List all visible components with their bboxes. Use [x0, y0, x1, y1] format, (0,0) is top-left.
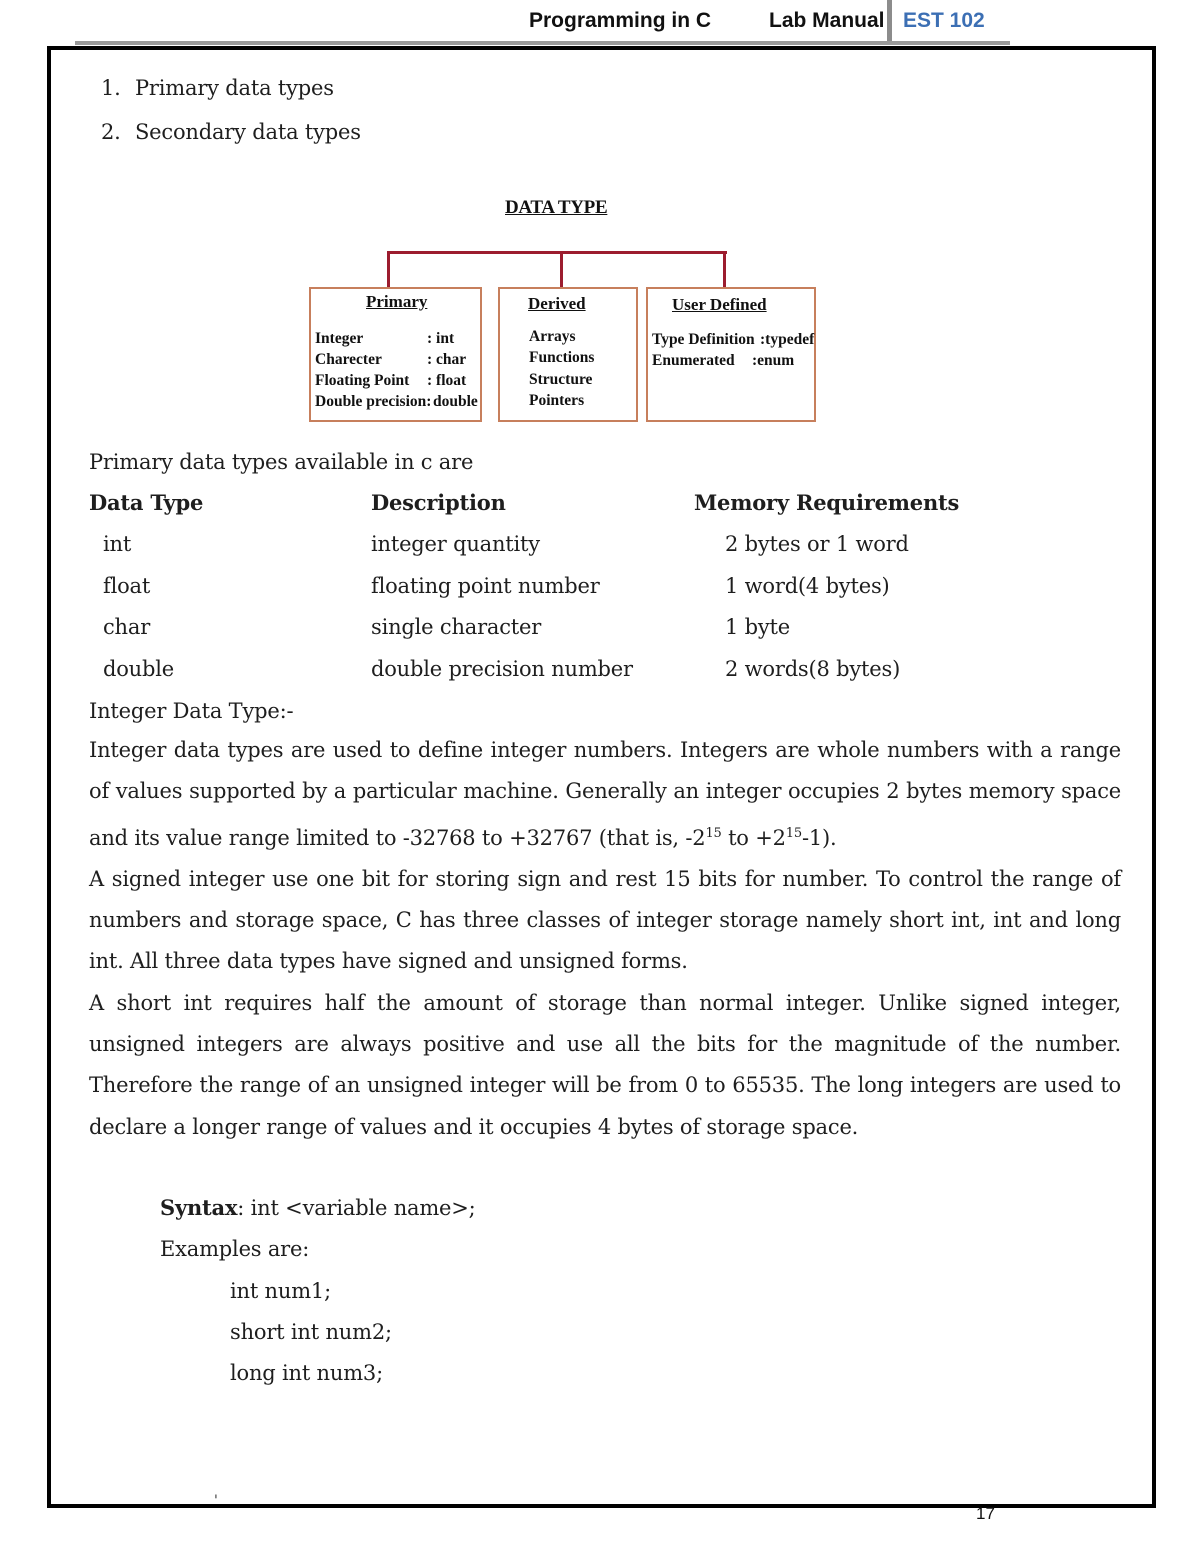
syntax-line: Syntax: int <variable name>;	[160, 1195, 476, 1220]
paragraph: A short int requires half the amount of storage than normal integer. Unlike signed integer, unsigned integers are always positive and use all the bits for the magnitude of the number. Therefore the range of an unsigned integer will be from 0 to 65535. The long integers are used to declare a longer range of values and it occupies 4 bytes of storage space.	[89, 990, 1121, 1139]
table-cell: single character	[371, 615, 542, 639]
user-defined-box-heading: User Defined	[672, 295, 767, 314]
primary-box	[309, 287, 482, 422]
primary-row-kw: : char	[427, 351, 467, 368]
user-defined-row-name: Type Definition	[652, 331, 755, 348]
footer-mark: '	[214, 1493, 218, 1509]
table-cell: 1 byte	[725, 615, 791, 639]
header-rule	[75, 41, 1010, 45]
primary-row-name: Double precision:	[315, 393, 432, 410]
user-defined-row-kw: :enum	[752, 352, 795, 369]
table-header: Description	[371, 490, 506, 515]
user-defined-box	[646, 287, 816, 422]
table-cell: float	[103, 574, 151, 598]
header-doc-type: Lab Manual	[769, 9, 885, 32]
primary-row-kw: : float	[427, 372, 467, 389]
derived-item: Functions	[529, 349, 595, 366]
diagram-title: DATA TYPE	[505, 197, 608, 218]
diagram-branch-primary	[387, 251, 390, 288]
primary-row-name: Integer	[315, 330, 364, 347]
table-cell: 1 word(4 bytes)	[725, 574, 890, 598]
user-defined-row-name: Enumerated	[652, 352, 735, 369]
table-cell: double	[103, 657, 174, 681]
primary-box-heading: Primary	[366, 292, 428, 311]
table-cell: integer quantity	[371, 532, 540, 556]
diagram-branch-user-defined	[723, 251, 726, 288]
header-separator	[887, 0, 892, 44]
code-example: int num1;	[230, 1279, 331, 1303]
table-cell: char	[103, 615, 151, 639]
table-cell: 2 bytes or 1 word	[725, 532, 909, 556]
examples-label: Examples are:	[160, 1237, 310, 1261]
header-course-title: Programming in C	[529, 9, 712, 32]
list-item-number: 2.	[101, 120, 121, 144]
table-header: Data Type	[89, 490, 204, 515]
list-item: Primary data types	[135, 76, 334, 100]
table-cell: double precision number	[371, 657, 633, 681]
table-cell: 2 words(8 bytes)	[725, 657, 901, 681]
syntax-label: Syntax	[160, 1195, 238, 1220]
table-cell: floating point number	[371, 574, 600, 598]
derived-box-heading: Derived	[528, 294, 586, 313]
paragraph: Integer data types are used to define integer numbers. Integers are whole numbers with a range of values supported by a particular machine. Generally an integer occupies 2 bytes memory space and its value range limited to -32768 to +32767 (that is, $-2^{15}$ to $+2^{15}-1$).	[89, 738, 1121, 850]
derived-item: Pointers	[529, 392, 585, 409]
user-defined-row-kw: :typedef	[760, 331, 815, 348]
primary-row-name: Floating Point	[315, 372, 410, 389]
table-intro: Primary data types available in c are	[89, 450, 474, 474]
section-heading: Integer Data Type:-	[89, 699, 294, 723]
derived-item: Structure	[529, 371, 593, 388]
diagram-branch-derived	[560, 251, 563, 288]
primary-row-kw: : int	[427, 330, 455, 347]
code-example: long int num3;	[230, 1361, 383, 1385]
derived-item: Arrays	[529, 328, 576, 345]
list-item: Secondary data types	[135, 120, 361, 144]
list-item-number: 1.	[101, 76, 121, 100]
primary-row-name: Charecter	[315, 351, 382, 368]
page-number: 17	[976, 1504, 995, 1523]
integer-description	[89, 730, 1121, 1148]
code-example: short int num2;	[230, 1320, 392, 1344]
derived-box	[498, 287, 638, 422]
table-cell: int	[103, 532, 132, 556]
paragraph: A signed integer use one bit for storing sign and rest 15 bits for number. To control the range of numbers and storage space, C has three classes of integer storage namely short int, int and long int. All three data types have signed and unsigned forms.	[89, 866, 1121, 974]
page-header	[0, 0, 1200, 50]
primary-row-kw: double	[433, 393, 478, 410]
diagram-branch-horizontal	[387, 251, 727, 254]
table-header: Memory Requirements	[694, 490, 960, 515]
header-course-code: EST 102	[903, 9, 985, 32]
